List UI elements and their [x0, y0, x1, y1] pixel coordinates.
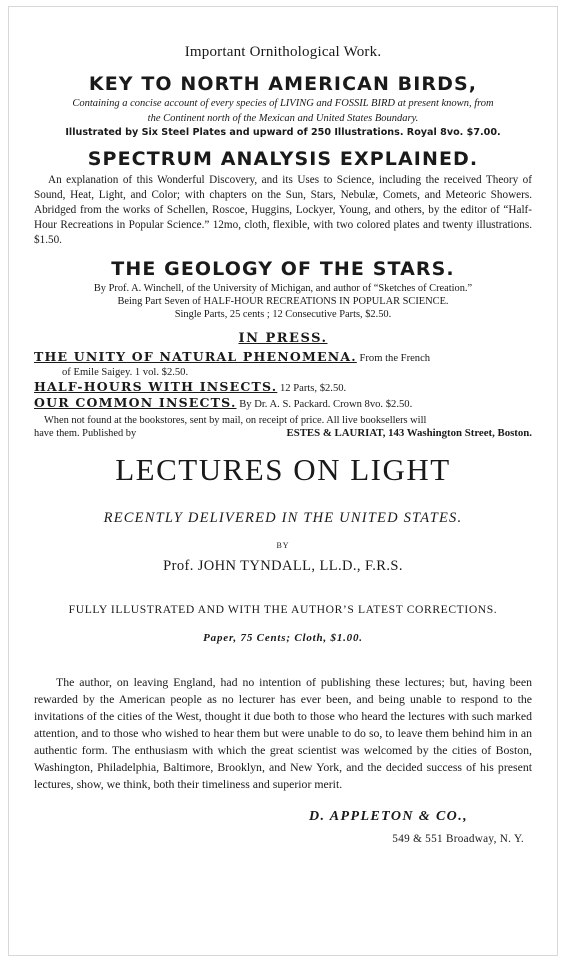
press-item-1 [34, 350, 532, 366]
press-item-3-detail: By Dr. A. S. Packard. Crown 8vo. $2.50. [239, 399, 413, 410]
geology-section [34, 258, 532, 321]
appleton-address: 549 & 551 Broadway, N. Y. [392, 833, 524, 845]
lectures-body: The author, on leaving England, had no intention of publishing these lectures; but, having been rewarded by the American people as no lecturer has ever been, and being unable to respond to the invitations of the cities of the West, thought it due both to those who heard the lectures with such marked attention, and to those who wished to hear them but were unable to do so, to leave them behind him in an authentic form. The enthusiasm with which the great scientist was welcomed by the cities of Boston, Washington, Philadelphia, Baltimore, Brooklyn, and New York, and the decided success of his present lectures, show, we think, both their timeliness and superior merit. [34, 675, 532, 791]
lectures-recently-line: RECENTLY DELIVERED IN THE UNITED STATES. [103, 510, 463, 526]
estes-lauriat-publisher: ESTES & LAURIAT, 143 Washington Street, Boston. [286, 427, 532, 439]
press-item-1-title: THE UNITY OF NATURAL PHENOMENA. [34, 349, 357, 364]
lectures-price: Paper, 75 Cents; Cloth, $1.00. [203, 632, 363, 644]
appleton-publisher: D. APPLETON & CO., [309, 809, 468, 824]
press-item-2-detail: 12 Parts, $2.50. [279, 383, 347, 394]
birds-illustrated-line: Illustrated by Six Steel Plates and upward of 250 Illustrations. Royal 8vo. $7.00. [65, 127, 501, 138]
press-item-2-title: HALF-HOURS WITH INSECTS. [34, 379, 278, 394]
geology-line-3: Single Parts, 25 cents ; 12 Consecutive Parts, $2.50. [174, 309, 392, 320]
spectrum-body: An explanation of this Wonderful Discovery, and its Uses to Science, including the received Theory of Sound, Heat, Light, and Color; with chapters on the Sun, Stars, Nebulæ, Comets, and Meteoric Showers. Abridged from the works of Schellen, Roscoe, Huggins, Lockyer, Young, and others, by the editor of “Half-Hour Recreations in Popular Science.” 12mo, cloth, flexible, with two colored plates and twenty illustrations. $1.50. [34, 174, 532, 246]
ornithological-heading: Important Ornithological Work. [184, 44, 382, 60]
geology-line-1: By Prof. A. Winchell, of the University of Michigan, and author of “Sketches of Creation.” [93, 283, 473, 294]
birds-subtitle-2: the Continent north of the Mexican and United States Boundary. [147, 113, 419, 124]
press-note: When not found at the bookstores, sent by mail, on receipt of price. All live booksellers will [44, 415, 427, 426]
in-press-section [34, 331, 532, 440]
press-item-1-detail-2: of Emile Saigey. 1 vol. $2.50. [62, 367, 189, 378]
spectrum-title: SPECTRUM ANALYSIS EXPLAINED. [87, 148, 479, 170]
geology-line-2: Being Part Seven of HALF-HOUR RECREATIONS IN POPULAR SCIENCE. [117, 296, 449, 307]
press-item-3-title: OUR COMMON INSECTS. [34, 395, 237, 410]
press-note-2: have them. Published by [34, 428, 137, 439]
lectures-author: Prof. JOHN TYNDALL, LL.D., F.R.S. [163, 558, 403, 574]
geology-title: THE GEOLOGY OF THE STARS. [111, 258, 455, 280]
press-item-1-detail: From the French [359, 353, 431, 364]
birds-title: KEY TO NORTH AMERICAN BIRDS, [88, 73, 478, 95]
birds-section [34, 73, 532, 138]
in-press-title: IN PRESS. [238, 331, 328, 346]
lectures-title: LECTURES ON LIGHT [115, 452, 451, 487]
lectures-fully-illustrated: FULLY ILLUSTRATED AND WITH THE AUTHOR’S LATEST CORRECTIONS. [68, 603, 498, 616]
press-publisher-line [34, 427, 532, 440]
lectures-by: BY [276, 541, 290, 550]
spectrum-section [34, 148, 532, 248]
birds-subtitle-1: Containing a concise account of every species of LIVING and FOSSIL BIRD at present known, from [72, 98, 494, 109]
lectures-section [34, 452, 532, 845]
press-item-2 [34, 380, 532, 396]
press-item-3 [34, 396, 532, 412]
